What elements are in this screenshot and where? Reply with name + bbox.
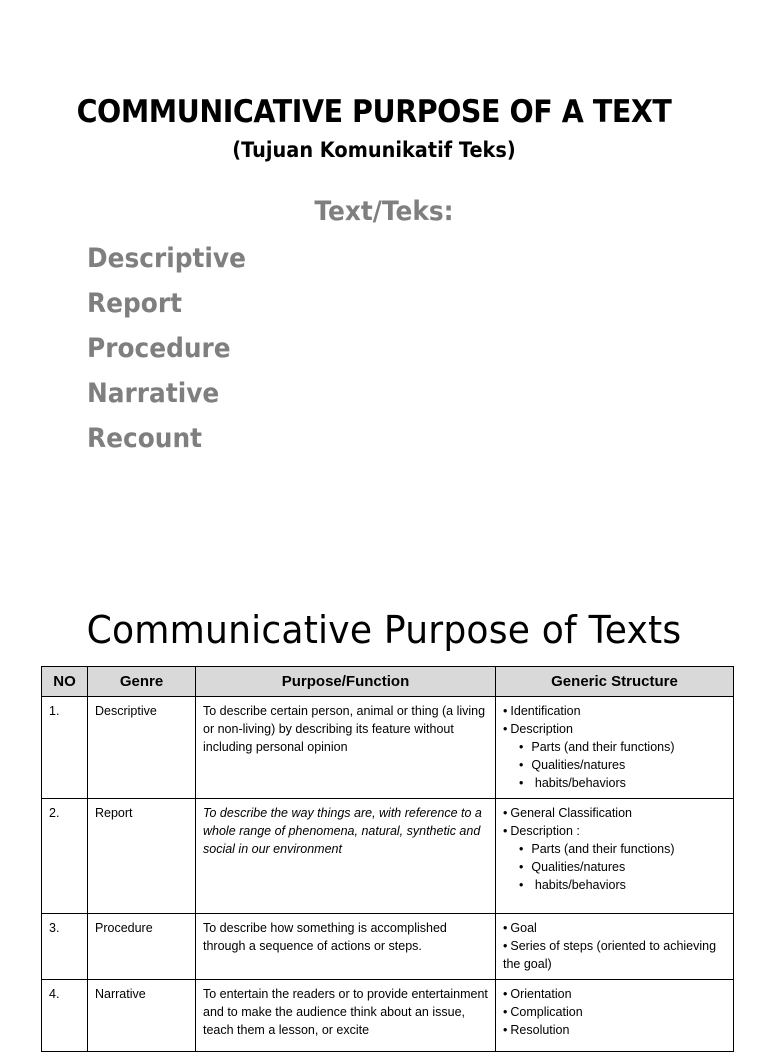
row-genre: Narrative xyxy=(88,980,196,1052)
structure-item: • Orientation xyxy=(503,985,726,1003)
purpose-table xyxy=(41,666,734,1052)
genre-item: Recount xyxy=(87,423,203,454)
structure-item: • Identification xyxy=(503,702,726,720)
row-structure xyxy=(496,914,734,980)
structure-list xyxy=(503,702,726,792)
text-types-heading: Text/Teks: xyxy=(314,196,454,227)
genre-list xyxy=(87,238,260,463)
table-row xyxy=(42,914,734,980)
structure-sub-item: • Parts (and their functions) xyxy=(503,738,726,756)
table-row xyxy=(42,980,734,1052)
genre-item: Procedure xyxy=(87,333,231,364)
slide-title: COMMUNICATIVE PURPOSE OF A TEXT xyxy=(76,94,672,130)
structure-list xyxy=(503,985,726,1039)
table-row xyxy=(42,697,734,799)
structure-sub-item: • Qualities/natures xyxy=(503,858,726,876)
structure-item: • Goal xyxy=(503,919,726,937)
column-header-no: NO xyxy=(42,667,88,697)
row-number: 3. xyxy=(42,914,88,980)
structure-sub-item: • Parts (and their functions) xyxy=(503,840,726,858)
structure-list xyxy=(503,919,726,973)
table-row xyxy=(42,799,734,914)
row-purpose: To describe certain person, animal or thing (a living or non-living) by describing its feature without including personal opinion xyxy=(196,697,496,799)
row-number: 1. xyxy=(42,697,88,799)
row-structure xyxy=(496,697,734,799)
row-number: 2. xyxy=(42,799,88,914)
row-structure xyxy=(496,799,734,914)
row-purpose-text: To describe the way things are, with reference to a whole range of phenomena, natural, synthetic and social in our environment xyxy=(203,806,482,856)
table-header-row xyxy=(42,667,734,697)
genre-item: Descriptive xyxy=(87,243,246,274)
column-header-genre: Genre xyxy=(88,667,196,697)
row-purpose: To describe how something is accomplished through a sequence of actions or steps. xyxy=(196,914,496,980)
row-purpose xyxy=(196,799,496,914)
table-slide-title: Communicative Purpose of Texts xyxy=(86,608,682,652)
structure-item: • Series of steps (oriented to achieving the goal) xyxy=(503,937,726,973)
genre-item: Report xyxy=(87,288,182,319)
row-purpose: To entertain the readers or to provide entertainment and to make the audience think about an issue, teach them a lesson, or excite xyxy=(196,980,496,1052)
row-genre: Descriptive xyxy=(88,697,196,799)
row-number: 4. xyxy=(42,980,88,1052)
structure-sub-item: • habits/behaviors xyxy=(503,876,726,894)
row-genre: Report xyxy=(88,799,196,914)
genre-item: Narrative xyxy=(87,378,220,409)
structure-list xyxy=(503,804,726,894)
structure-item: • General Classification xyxy=(503,804,726,822)
structure-sub-item: • Qualities/natures xyxy=(503,756,726,774)
row-structure xyxy=(496,980,734,1052)
structure-item: • Resolution xyxy=(503,1021,726,1039)
column-header-structure: Generic Structure xyxy=(496,667,734,697)
structure-item: • Description xyxy=(503,720,726,738)
structure-sub-item: • habits/behaviors xyxy=(503,774,726,792)
slide-subtitle: (Tujuan Komunikatif Teks) xyxy=(232,138,516,162)
structure-item: • Complication xyxy=(503,1003,726,1021)
column-header-purpose: Purpose/Function xyxy=(196,667,496,697)
structure-item: • Description : xyxy=(503,822,726,840)
row-genre: Procedure xyxy=(88,914,196,980)
